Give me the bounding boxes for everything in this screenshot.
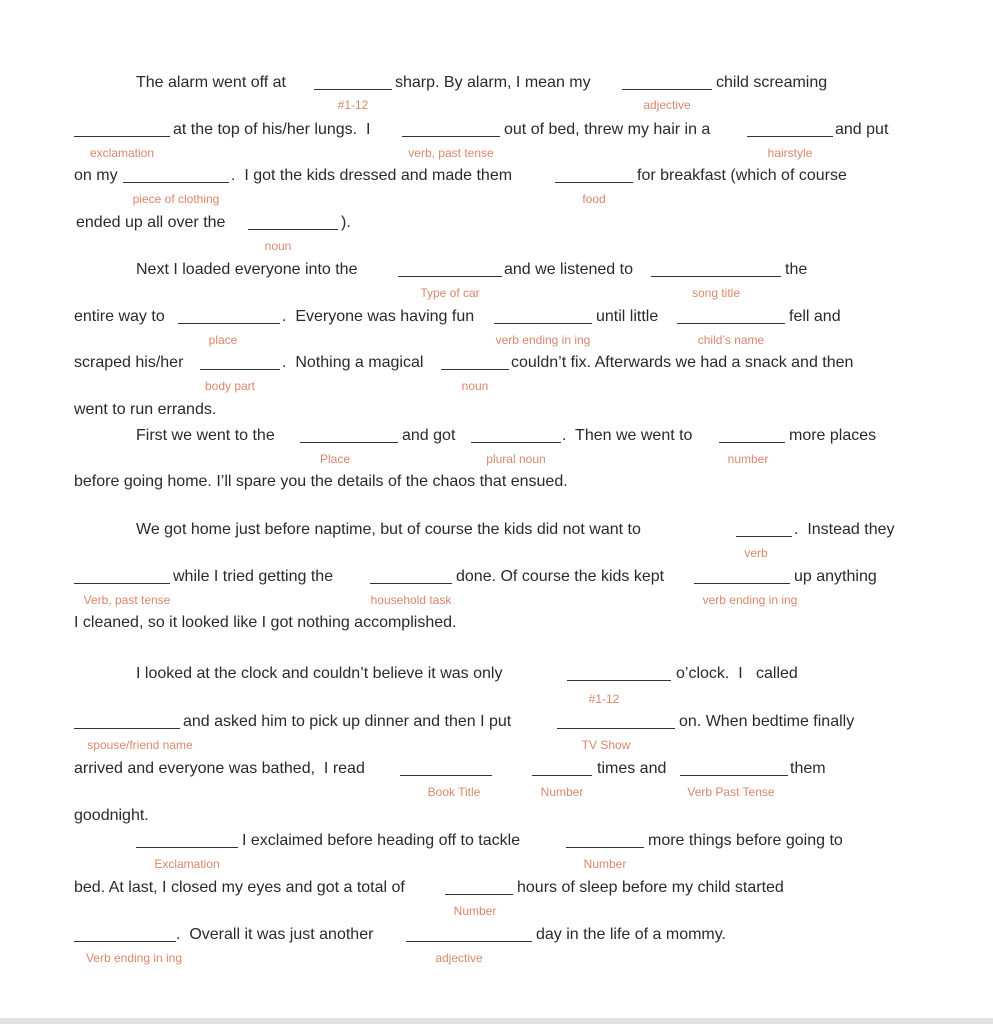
story-text: . I got the kids dressed and made them <box>231 167 513 184</box>
blank-10[interactable] <box>651 276 781 277</box>
blank-hint: adjective <box>435 951 483 965</box>
blank-hint: Place <box>319 452 351 466</box>
story-text: The alarm went off at <box>136 74 286 91</box>
story-text: done. Of course the kids kept <box>456 568 665 585</box>
blank-32[interactable] <box>74 941 176 942</box>
blank-6[interactable] <box>123 182 229 183</box>
blank-19[interactable] <box>736 536 792 537</box>
blank-17[interactable] <box>471 442 561 443</box>
blank-hint: Exclamation <box>154 857 220 871</box>
story-text: I looked at the clock and couldn’t believe it was only <box>136 665 503 682</box>
story-text: and put <box>835 121 889 138</box>
story-text: the <box>785 261 808 278</box>
story-text: . Everyone was having fun <box>282 308 475 325</box>
blank-31[interactable] <box>445 894 513 895</box>
blank-hint: body part <box>204 379 256 393</box>
blank-8[interactable] <box>248 229 338 230</box>
blank-hint: Book Title <box>427 785 481 799</box>
blank-16[interactable] <box>300 442 398 443</box>
story-text: . Overall it was just another <box>176 926 374 943</box>
blank-hint: Verb ending in ing <box>85 951 183 965</box>
story-text: First we went to the <box>136 427 275 444</box>
story-text: arrived and everyone was bathed, I read <box>74 760 365 777</box>
blank-25[interactable] <box>557 728 675 729</box>
blank-hint: Number <box>540 785 584 799</box>
story-text: . Nothing a magical <box>282 354 424 371</box>
story-text: before going home. I’ll spare you the details of the chaos that ensued. <box>74 473 568 490</box>
blank-hint: Number <box>583 857 627 871</box>
blank-5[interactable] <box>747 136 833 137</box>
story-text: out of bed, threw my hair in a <box>504 121 711 138</box>
blank-hint: noun <box>264 239 292 253</box>
blank-hint: piece of clothing <box>132 192 220 206</box>
blank-hint: Verb Past Tense <box>687 785 775 799</box>
story-text: them <box>790 760 826 777</box>
story-text: bed. At last, I closed my eyes and got a total of <box>74 879 405 896</box>
blank-30[interactable] <box>566 847 644 848</box>
blank-18[interactable] <box>719 442 785 443</box>
blank-hint: plural noun <box>486 452 546 466</box>
story-text: ended up all over the <box>76 214 226 231</box>
blank-3[interactable] <box>74 136 170 137</box>
blank-hint: verb, past tense <box>408 146 494 160</box>
blank-2[interactable] <box>622 89 712 90</box>
blank-hint: number <box>727 452 769 466</box>
blank-hint: verb <box>744 546 768 560</box>
blank-7[interactable] <box>555 182 633 183</box>
story-text: times and <box>597 760 667 777</box>
story-text: We got home just before naptime, but of course the kids did not want to <box>136 521 641 538</box>
story-text: on. When bedtime finally <box>679 713 855 730</box>
blank-hint: song title <box>691 286 741 300</box>
blank-22[interactable] <box>694 583 790 584</box>
story-text: and we listened to <box>504 261 633 278</box>
story-text: goodnight. <box>74 807 149 824</box>
story-text: more places <box>789 427 877 444</box>
blank-hint: child’s name <box>697 333 765 347</box>
blank-15[interactable] <box>441 369 509 370</box>
story-text: entire way to <box>74 308 165 325</box>
blank-hint: verb ending in ing <box>702 593 798 607</box>
story-text: and asked him to pick up dinner and then I put <box>183 713 512 730</box>
blank-12[interactable] <box>494 323 592 324</box>
story-text: ). <box>341 214 351 231</box>
blank-hint: place <box>208 333 238 347</box>
story-text: for breakfast (which of course <box>637 167 847 184</box>
blank-hint: #1-12 <box>588 692 620 706</box>
blank-4[interactable] <box>402 136 500 137</box>
blank-9[interactable] <box>398 276 502 277</box>
blank-1[interactable] <box>314 89 392 90</box>
story-text: hours of sleep before my child started <box>517 879 784 896</box>
blank-hint: food <box>582 192 606 206</box>
blank-28[interactable] <box>680 775 788 776</box>
story-text: up anything <box>794 568 877 585</box>
blank-hint: TV Show <box>581 738 631 752</box>
story-text: fell and <box>789 308 841 325</box>
blank-11[interactable] <box>178 323 280 324</box>
story-text: . Instead they <box>794 521 895 538</box>
blank-hint: noun <box>461 379 489 393</box>
blank-hint: hairstyle <box>767 146 813 160</box>
blank-33[interactable] <box>406 941 532 942</box>
story-text: scraped his/her <box>74 354 184 371</box>
blank-hint: adjective <box>643 98 691 112</box>
blank-23[interactable] <box>567 680 671 681</box>
blank-hint: spouse/friend name <box>87 738 193 752</box>
story-text: o’clock. I called <box>676 665 798 682</box>
story-text: I exclaimed before heading off to tackle <box>242 832 521 849</box>
blank-24[interactable] <box>74 728 180 729</box>
story-text: day in the life of a mommy. <box>536 926 726 943</box>
story-text: . Then we went to <box>562 427 693 444</box>
blank-27[interactable] <box>532 775 592 776</box>
blank-hint: household task <box>370 593 452 607</box>
blank-hint: Number <box>453 904 497 918</box>
story-text: until little <box>596 308 659 325</box>
story-text: more things before going to <box>648 832 843 849</box>
story-text: I cleaned, so it looked like I got nothing accomplished. <box>74 614 457 631</box>
blank-hint: verb ending in ing <box>495 333 591 347</box>
blank-20[interactable] <box>74 583 170 584</box>
story-text: on my <box>74 167 118 184</box>
story-text: went to run errands. <box>74 401 217 418</box>
story-text: couldn’t fix. Afterwards we had a snack and then <box>511 354 854 371</box>
story-text: at the top of his/her lungs. I <box>173 121 371 138</box>
story-text: Next I loaded everyone into the <box>136 261 358 278</box>
story-text: child screaming <box>716 74 828 91</box>
bottom-divider <box>0 1018 993 1024</box>
blank-hint: exclamation <box>89 146 155 160</box>
story-text: and got <box>402 427 456 444</box>
blank-hint: Type of car <box>420 286 480 300</box>
blank-13[interactable] <box>677 323 785 324</box>
blank-14[interactable] <box>200 369 280 370</box>
story-text: while I tried getting the <box>173 568 334 585</box>
blank-hint: #1-12 <box>337 98 369 112</box>
blank-hint: Verb, past tense <box>83 593 171 607</box>
blank-29[interactable] <box>136 847 238 848</box>
blank-21[interactable] <box>370 583 452 584</box>
story-text: sharp. By alarm, I mean my <box>395 74 591 91</box>
blank-26[interactable] <box>400 775 492 776</box>
